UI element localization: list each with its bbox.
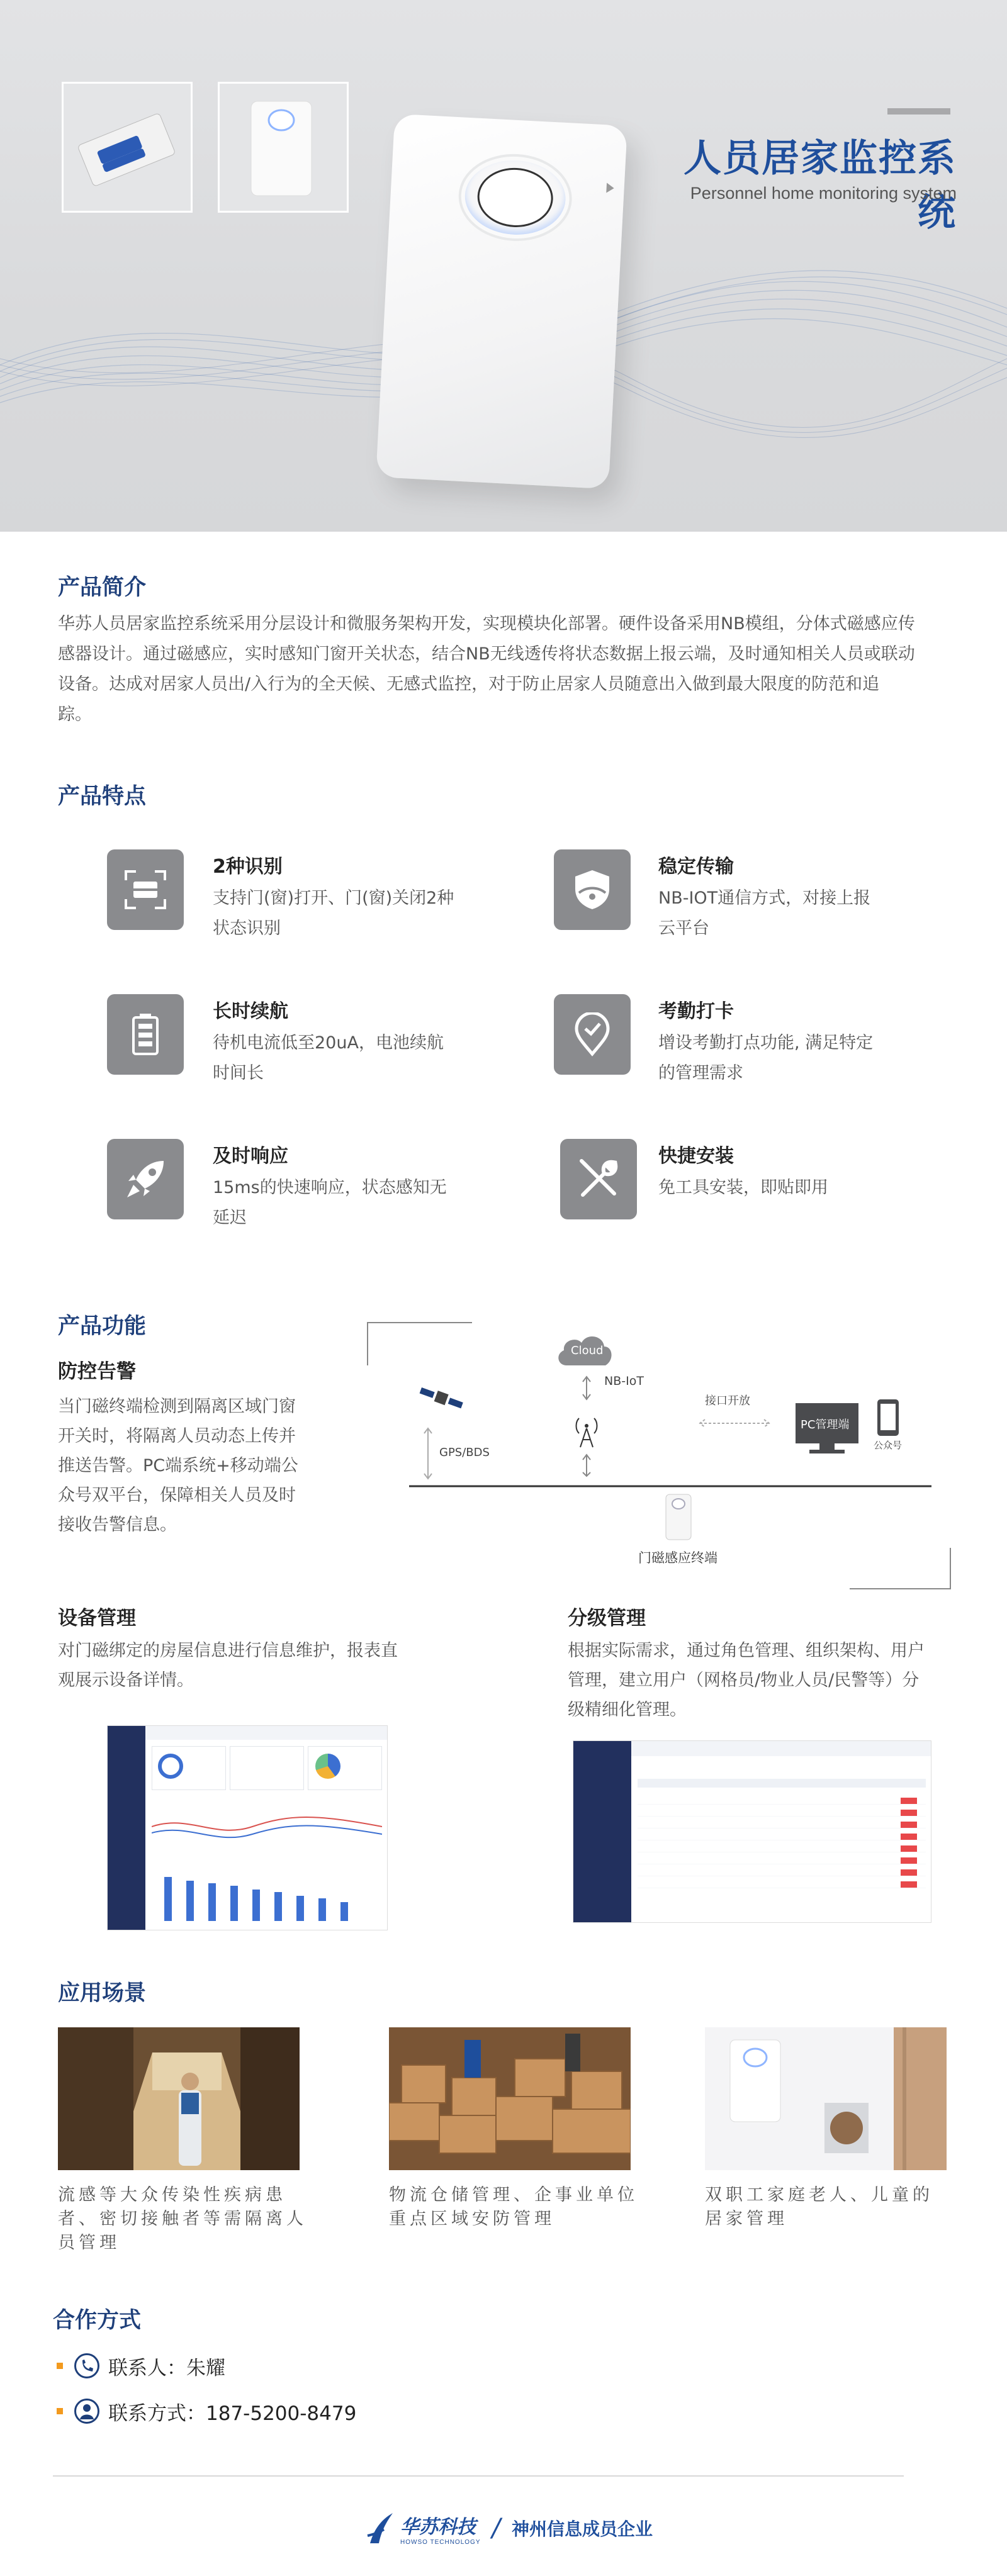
brand-name: 华苏科技	[400, 2516, 476, 2538]
intro-line: 华苏人员居家监控系统采用分层设计和微服务架构开发，实现模块化部署。硬件设备采用NB模组，分体式磁感应传	[58, 614, 915, 634]
mobile-label: 公众号	[874, 1440, 903, 1451]
feature-title: 考勤打卡	[658, 1000, 734, 1022]
terminal-label: 门磁感应终端	[638, 1550, 717, 1565]
footer-slogan: 神州信息成员企业	[511, 2519, 653, 2540]
hospital-corridor-photo	[58, 2027, 300, 2170]
battery-icon	[107, 994, 184, 1075]
scenes-heading: 应用场景	[58, 1981, 147, 2006]
system-diagram	[352, 1321, 957, 1598]
brand-name-en: HOWSO TECHNOLOGY	[400, 2538, 481, 2546]
intro-line: 踪。	[58, 705, 92, 724]
feature-desc: 支持门(窗)打开、门(窗)关闭2种 状态识别	[213, 888, 454, 938]
hero-banner	[0, 0, 1007, 532]
shield-icon	[554, 849, 631, 930]
contact-phone[interactable]: 联系方式：187-5200-8479	[108, 2402, 357, 2425]
level-mgmt-title: 分级管理	[568, 1607, 646, 1630]
footer-logo	[365, 2509, 653, 2547]
feature-title: 长时续航	[213, 1000, 288, 1022]
user-icon	[74, 2399, 99, 2424]
interface-label: 接口开放	[705, 1394, 750, 1408]
door-sensor-device	[376, 114, 627, 490]
divider-slash: /	[492, 2514, 500, 2543]
location-check-icon	[554, 994, 631, 1075]
phone-icon	[74, 2353, 99, 2378]
functions-heading: 产品功能	[58, 1314, 147, 1339]
feature-title: 及时响应	[213, 1145, 288, 1167]
page-subtitle: Personnel home monitoring system	[690, 184, 957, 203]
features-heading: 产品特点	[58, 784, 147, 809]
tools-icon	[560, 1139, 637, 1219]
feature-desc: NB-IOT通信方式，对接上报 云平台	[658, 888, 871, 938]
feature-title: 快捷安装	[658, 1145, 734, 1167]
home-wall-photo	[705, 2027, 947, 2170]
gps-label: GPS/BDS	[439, 1446, 490, 1459]
rocket-icon	[107, 1139, 184, 1219]
bullet-icon	[57, 2363, 63, 2369]
product-thumbnail-device[interactable]	[218, 82, 349, 213]
user-management-screenshot[interactable]	[573, 1740, 931, 1923]
product-thumbnail-battery[interactable]	[62, 82, 193, 213]
title-accent-bar	[887, 108, 950, 115]
feature-desc: 待机电流低至20uA，电池续航 时间长	[213, 1033, 444, 1083]
intro-heading: 产品简介	[58, 575, 147, 600]
level-mgmt-text: 根据实际需求，通过角色管理、组织架构、用户 管理，建立用户（网格员/物业人员/民警等）分 级精细化管理。	[568, 1641, 925, 1720]
play-icon	[606, 182, 614, 193]
bullet-icon	[57, 2408, 63, 2414]
alarm-title: 防控告警	[58, 1360, 136, 1383]
intro-text	[58, 609, 958, 730]
sensor-ring	[459, 154, 571, 241]
feature-desc: 免工具安装，即贴即用	[658, 1178, 828, 1197]
scan-icon	[107, 849, 184, 930]
nbiot-label: NB-IoT	[604, 1374, 644, 1388]
scene-caption: 物流仓储管理、企事业单位 重点区域安防管理	[389, 2185, 638, 2229]
feature-title: 稳定传输	[658, 856, 734, 878]
intro-line: 设备。达成对居家人员出/入行为的全天候、无感式监控，对于防止居家人员随意出入做到最大限度的防范和追	[58, 675, 880, 694]
device-mgmt-title: 设备管理	[58, 1607, 136, 1630]
feature-desc: 增设考勤打点功能, 满足特定 的管理需求	[658, 1033, 874, 1083]
page-title: 人员居家监控系统	[684, 137, 957, 235]
scene-caption: 双职工家庭老人、儿童的 居家管理	[705, 2185, 933, 2229]
cloud-label: Cloud	[571, 1344, 604, 1357]
feature-desc: 15ms的快速响应，状态感知无 延迟	[213, 1178, 447, 1228]
contact-person: 联系人：朱耀	[108, 2356, 225, 2380]
pc-label: PC管理端	[801, 1418, 850, 1431]
alarm-text: 当门磁终端检测到隔离区域门窗 开关时，将隔离人员动态上传并 推送告警。PC端系统+移动端公 众号双平台，保障相关人员及时 接收告警信息。	[58, 1397, 298, 1535]
intro-line: 感器设计。通过磁感应，实时感知门窗开关状态，结合NB无线透传将状态数据上报云端，及时通知相关人员或联动	[58, 644, 915, 664]
feature-title: 2种识别	[213, 856, 283, 878]
footer-divider	[53, 2475, 904, 2477]
warehouse-photo	[389, 2027, 631, 2170]
scene-caption: 流感等大众传染性疾病患 者、密切接触者等需隔离人 员管理	[58, 2185, 307, 2253]
contact-person-row	[57, 2352, 225, 2380]
howso-logo-icon	[365, 2511, 397, 2546]
device-mgmt-text: 对门磁绑定的房屋信息进行信息维护，报表直 观展示设备详情。	[58, 1641, 398, 1690]
device-dashboard-screenshot[interactable]	[107, 1725, 388, 1930]
contact-heading: 合作方式	[53, 2308, 142, 2333]
contact-phone-row	[57, 2397, 356, 2425]
